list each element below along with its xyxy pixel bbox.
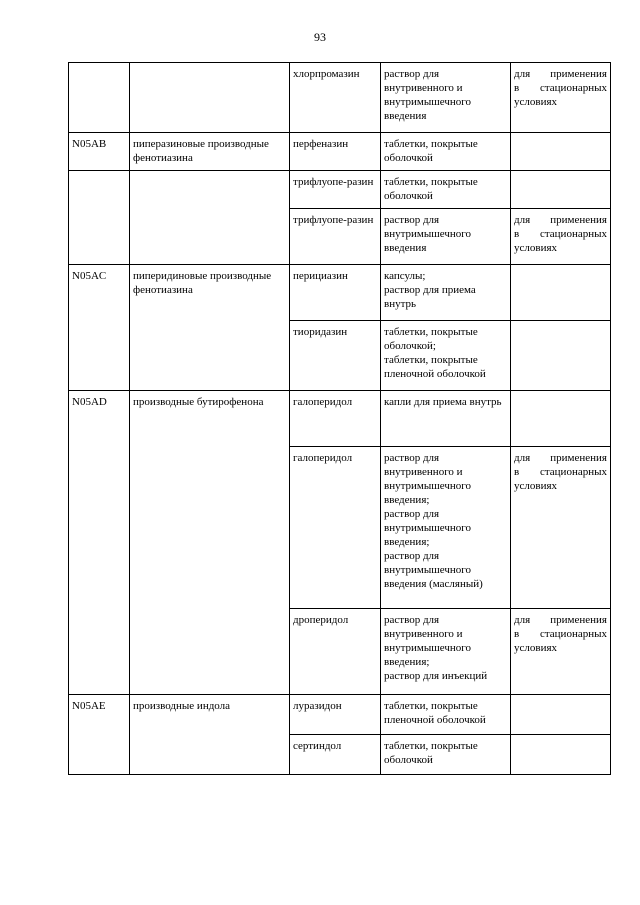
drug-name-cell: тиоридазин [290, 321, 381, 391]
table-row [69, 695, 611, 735]
note-cell [511, 321, 611, 391]
table-row [69, 63, 611, 133]
note-text: для применения [514, 452, 607, 464]
dosage-form-text: капсулы; [384, 270, 426, 282]
note-text: в стационарных [514, 82, 607, 94]
note-text: в стационарных [514, 228, 607, 240]
drug-name-cell: сертиндол [290, 735, 381, 775]
note-cell [511, 447, 611, 609]
drug-name-cell: перициазин [290, 265, 381, 321]
note-cell [511, 695, 611, 735]
dosage-form-text: раствор для внутривенного и внутримышечного введения [384, 68, 471, 122]
note-text: условиях [514, 242, 558, 254]
dosage-form-text: таблетки, покрытые оболочкой [384, 138, 478, 164]
group-name-cell: пиперидиновые производные фенотиазина [130, 265, 290, 391]
group-name-cell: производные индола [130, 695, 290, 775]
dosage-form-cell [381, 391, 511, 447]
atc-code-cell [69, 63, 130, 133]
note-cell [511, 265, 611, 321]
note-text: для применения [514, 68, 607, 80]
group-name-cell: пиперазиновые производные фенотиазина [130, 133, 290, 171]
dosage-form-text: таблетки, покрытые пленочной оболочкой [384, 354, 486, 380]
atc-code-cell: N05AB [69, 133, 130, 171]
drug-name-cell: галоперидол [290, 447, 381, 609]
dosage-form-text: раствор для внутривенного и внутримышечного введения; [384, 452, 471, 506]
note-cell [511, 735, 611, 775]
group-name-cell [130, 171, 290, 265]
dosage-form-cell [381, 63, 511, 133]
dosage-form-cell [381, 321, 511, 391]
drug-name-cell: трифлуопе-разин [290, 171, 381, 209]
note-text: в стационарных [514, 628, 607, 640]
group-name-cell: производные бутирофенона [130, 391, 290, 695]
atc-code-cell: N05AC [69, 265, 130, 391]
drug-name-cell: трифлуопе-разин [290, 209, 381, 265]
dosage-form-cell [381, 695, 511, 735]
dosage-form-text: таблетки, покрытые пленочной оболочкой [384, 700, 486, 726]
dosage-form-text: раствор для инъекций [384, 670, 488, 682]
note-text: условиях [514, 642, 558, 654]
atc-code-cell: N05AE [69, 695, 130, 775]
note-text: условиях [514, 480, 558, 492]
table-row [69, 265, 611, 321]
dosage-form-text: раствор для приема внутрь [384, 284, 476, 310]
note-text: в стационарных [514, 466, 607, 478]
table-row [69, 133, 611, 171]
dosage-form-text: раствор для внутривенного и внутримышечного введения; [384, 614, 471, 668]
dosage-form-text: таблетки, покрытые оболочкой [384, 176, 478, 202]
note-cell [511, 63, 611, 133]
note-cell [511, 609, 611, 695]
dosage-form-cell [381, 735, 511, 775]
note-cell [511, 171, 611, 209]
group-name-cell [130, 63, 290, 133]
dosage-form-cell [381, 133, 511, 171]
dosage-form-cell [381, 609, 511, 695]
page-number: 93 [314, 30, 326, 44]
note-cell [511, 209, 611, 265]
dosage-form-text: капли для приема внутрь [384, 396, 502, 408]
dosage-form-cell [381, 171, 511, 209]
note-cell [511, 133, 611, 171]
dosage-form-text: раствор для внутримышечного введения [384, 214, 471, 254]
atc-code-cell: N05AD [69, 391, 130, 695]
drug-name-cell: галоперидол [290, 391, 381, 447]
note-text: для применения [514, 614, 607, 626]
drug-name-cell: дроперидол [290, 609, 381, 695]
drug-table [68, 62, 611, 775]
dosage-form-text: раствор для внутримышечного введения (масляный) [384, 550, 483, 590]
dosage-form-cell [381, 447, 511, 609]
dosage-form-text: таблетки, покрытые оболочкой [384, 740, 478, 766]
table-row [69, 391, 611, 447]
note-text: для применения [514, 214, 607, 226]
dosage-form-text: таблетки, покрытые оболочкой; [384, 326, 478, 352]
dosage-form-cell [381, 265, 511, 321]
dosage-form-cell [381, 209, 511, 265]
table-row [69, 171, 611, 209]
drug-name-cell: перфеназин [290, 133, 381, 171]
note-cell [511, 391, 611, 447]
note-text: условиях [514, 96, 558, 108]
drug-name-cell: луразидон [290, 695, 381, 735]
dosage-form-text: раствор для внутримышечного введения; [384, 508, 471, 548]
atc-code-cell [69, 171, 130, 265]
drug-name-cell: хлорпромазин [290, 63, 381, 133]
